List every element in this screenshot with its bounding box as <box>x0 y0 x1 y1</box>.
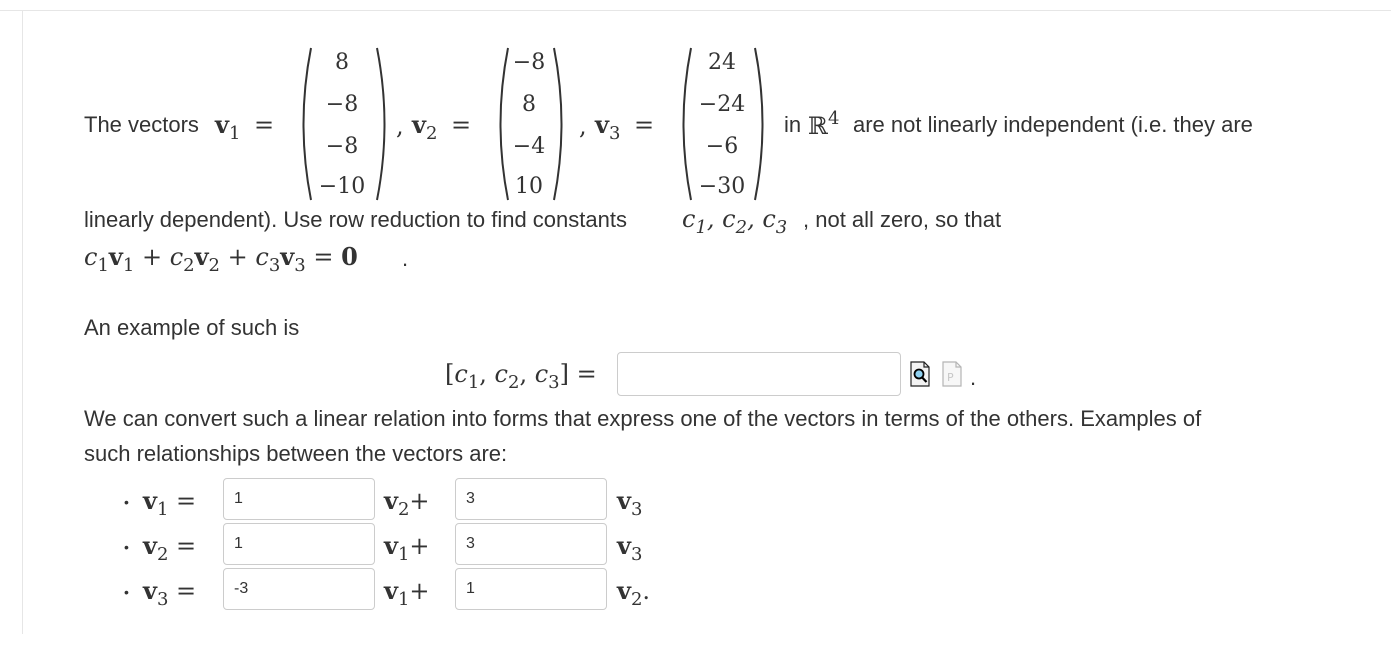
v3-symbol: v <box>595 110 609 139</box>
magnifier-preview-icon[interactable] <box>909 361 931 387</box>
v3-label <box>595 110 654 144</box>
v2-entry-1: −8 <box>512 50 546 75</box>
v1-symbol: v <box>215 110 229 139</box>
v2-entry-4: 10 <box>515 174 543 199</box>
v1-entry-2: −8 <box>325 92 359 117</box>
relation-mid-term: $v_1+$ <box>384 531 430 565</box>
example-text: An example of such is <box>84 315 300 340</box>
top-divider <box>0 10 1391 11</box>
v3-equals: = <box>634 111 655 139</box>
intro-text: The vectors <box>84 112 199 137</box>
v1-entry-4: −10 <box>318 174 366 199</box>
relation-mid-term: $v_1+$ <box>384 576 430 610</box>
real-space-symbol: ℝ <box>808 112 828 140</box>
relation-coef-a-input[interactable] <box>223 568 375 610</box>
document-help-icon[interactable] <box>941 361 963 387</box>
relation-coef-b-input[interactable] <box>455 568 607 610</box>
left-divider <box>22 11 23 634</box>
relation-lhs: $v_2$ = <box>143 531 197 565</box>
v3-sub: 3 <box>608 123 621 144</box>
question-line2-tail: , not all zero, so that <box>803 207 1002 232</box>
v1-label <box>215 110 274 144</box>
coef-period: . <box>970 365 977 390</box>
convert-text-line2: such relationships between the vectors are: <box>84 441 508 466</box>
bullet: • <box>124 494 129 510</box>
relation-coef-b-input[interactable] <box>455 523 607 565</box>
comma-2: , <box>579 112 587 140</box>
dependency-equation: $c_1v_1 + c_2v_2 + c_3v_3 = 0$ <box>84 242 358 276</box>
v2-symbol: v <box>412 110 426 139</box>
in-text: in <box>784 112 802 137</box>
v2-sub: 2 <box>425 123 438 144</box>
relation-lhs: $v_3$ = <box>143 576 197 610</box>
real-space-dim: 4 <box>827 108 840 129</box>
relation-coef-a-input[interactable] <box>223 523 375 565</box>
equation-period: . <box>402 246 409 271</box>
relation-end-term: $v_3$ <box>617 486 643 520</box>
bullet: • <box>124 539 129 555</box>
relation-end-term: $v_3$ <box>617 531 643 565</box>
v1-equals: = <box>254 111 275 139</box>
relation-mid-term: $v_2+$ <box>384 486 430 520</box>
convert-text-line1: We can convert such a linear relation into forms that express one of the vectors in terms of the others. Examples of <box>84 406 1202 431</box>
v2-label <box>412 110 471 144</box>
v2-equals: = <box>451 111 472 139</box>
v3-entry-1: 24 <box>708 50 736 75</box>
comma-1: , <box>396 112 404 140</box>
v1-sub: 1 <box>228 123 241 144</box>
question-line2: linearly dependent). Use row reduction to find constants <box>84 207 627 232</box>
vector-v3-matrix <box>674 44 794 204</box>
constants-c1-c2-c3: $c_1$, $c_2$, $c_3$ <box>682 205 788 238</box>
v3-entry-2: −24 <box>698 92 746 117</box>
v1-entry-1: 8 <box>335 50 349 75</box>
svg-text:P: P <box>947 371 954 384</box>
coef-label: [$c_1$, $c_2$, $c_3$] = <box>445 360 597 393</box>
question-line1-tail: are not linearly independent (i.e. they are <box>853 112 1253 137</box>
coefficients-input[interactable] <box>617 352 901 396</box>
real-space <box>808 108 839 140</box>
v2-entry-3: −4 <box>512 134 546 159</box>
relation-coef-a-input[interactable] <box>223 478 375 520</box>
vector-v2-matrix <box>491 44 611 204</box>
relation-coef-b-input[interactable] <box>455 478 607 520</box>
v1-entry-3: −8 <box>325 134 359 159</box>
relation-lhs: $v_1$ = <box>143 486 197 520</box>
v3-entry-3: −6 <box>705 134 739 159</box>
v3-entry-4: −30 <box>698 174 746 199</box>
bullet: • <box>124 584 129 600</box>
relation-end-term: $v_2$. <box>617 576 651 610</box>
v2-entry-2: 8 <box>522 92 536 117</box>
